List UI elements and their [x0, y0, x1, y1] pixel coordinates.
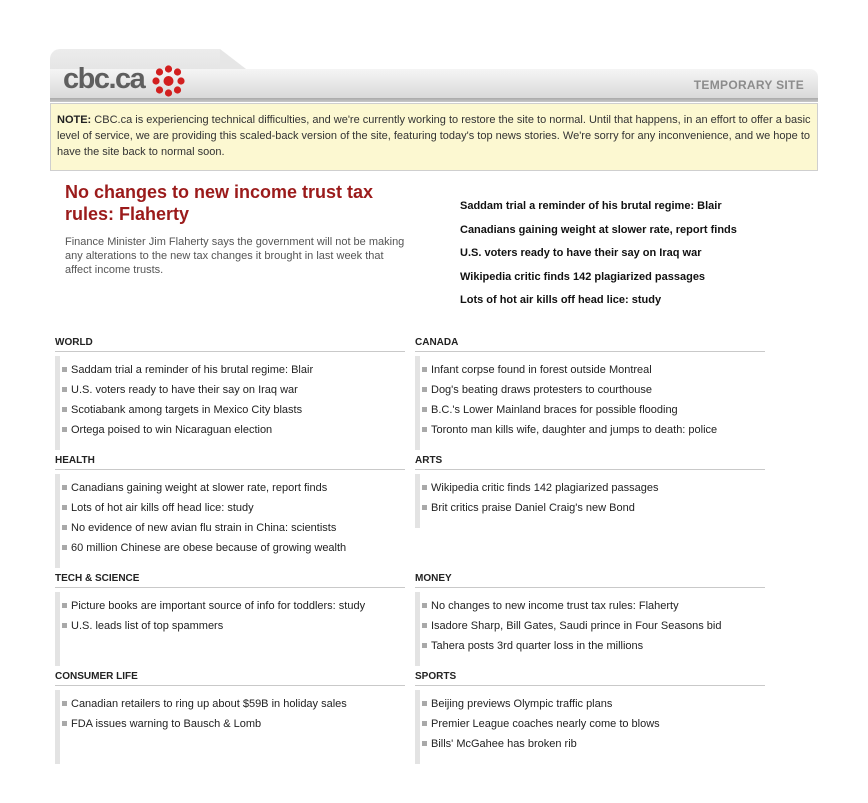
cbc-gem-icon[interactable]: [150, 65, 187, 97]
top-story-link[interactable]: U.S. voters ready to have their say on Iraq war: [460, 247, 702, 259]
story-link[interactable]: B.C.'s Lower Mainland braces for possible flooding: [431, 404, 678, 416]
bullet-icon: [62, 505, 67, 510]
section-sports: [415, 671, 765, 764]
lead-headline[interactable]: No changes to new income trust tax rules: Flaherty: [65, 182, 374, 224]
list-item[interactable]: [420, 620, 765, 640]
section-canada: [415, 337, 765, 450]
section-tech-science: [55, 573, 405, 666]
list-item[interactable]: [420, 698, 765, 718]
section-title: CANADA: [415, 337, 765, 352]
top-story-link[interactable]: Lots of hot air kills off head lice: study: [460, 294, 662, 306]
section-body: [55, 592, 405, 666]
story-link[interactable]: Tahera posts 3rd quarter loss in the millions: [431, 640, 644, 652]
section-title: TECH & SCIENCE: [55, 573, 405, 588]
section-title: MONEY: [415, 573, 765, 588]
list-item[interactable]: [60, 424, 405, 444]
bullet-icon: [62, 387, 67, 392]
section-body: [55, 690, 405, 764]
notice-box: [50, 103, 818, 171]
list-item[interactable]: [60, 364, 405, 384]
story-link[interactable]: Picture books are important source of info for toddlers: study: [71, 600, 366, 612]
story-link[interactable]: Bills' McGahee has broken rib: [431, 738, 577, 750]
list-item[interactable]: [60, 620, 405, 640]
section-consumer-life: [55, 671, 405, 764]
list-item[interactable]: [60, 384, 405, 404]
list-item[interactable]: [60, 542, 405, 562]
story-link[interactable]: Scotiabank among targets in Mexico City blasts: [71, 404, 303, 416]
list-item[interactable]: [420, 640, 765, 660]
section-body: [415, 690, 765, 764]
section-title: ARTS: [415, 455, 765, 470]
story-link[interactable]: 60 million Chinese are obese because of growing wealth: [71, 542, 347, 554]
story-link[interactable]: Ortega poised to win Nicaraguan election: [71, 424, 273, 436]
list-item[interactable]: [60, 502, 405, 522]
story-link[interactable]: No evidence of new avian flu strain in China: scientists: [71, 522, 337, 534]
story-link[interactable]: Lots of hot air kills off head lice: study: [71, 502, 254, 514]
story-link[interactable]: Wikipedia critic finds 142 plagiarized passages: [431, 482, 659, 494]
list-item[interactable]: [420, 424, 765, 444]
story-link[interactable]: Brit critics praise Daniel Craig's new Bond: [431, 502, 635, 514]
story-link[interactable]: FDA issues warning to Bausch & Lomb: [71, 718, 262, 730]
story-link[interactable]: Toronto man kills wife, daughter and jumps to death: police: [431, 424, 718, 436]
list-item[interactable]: [60, 698, 405, 718]
bullet-icon: [62, 485, 67, 490]
story-link[interactable]: U.S. voters ready to have their say on Iraq war: [71, 384, 298, 396]
bullet-icon: [422, 367, 427, 372]
list-item[interactable]: [60, 718, 405, 738]
story-link[interactable]: Saddam trial a reminder of his brutal regime: Blair: [71, 364, 314, 376]
section-arts: [415, 455, 765, 528]
section-money: [415, 573, 765, 666]
bullet-icon: [422, 721, 427, 726]
list-item[interactable]: [60, 522, 405, 542]
story-link[interactable]: Isadore Sharp, Bill Gates, Saudi prince in Four Seasons bid: [431, 620, 722, 632]
top-story-link[interactable]: Wikipedia critic finds 142 plagiarized passages: [460, 270, 706, 283]
section-title: CONSUMER LIFE: [55, 671, 405, 686]
section-body: [55, 474, 405, 568]
bullet-icon: [422, 643, 427, 648]
bullet-icon: [62, 603, 67, 608]
list-item[interactable]: [420, 600, 765, 620]
section-title: WORLD: [55, 337, 405, 352]
section-health: [55, 455, 405, 568]
header-divider: [50, 98, 818, 102]
story-link[interactable]: Premier League coaches nearly come to blows: [431, 718, 660, 730]
bullet-icon: [422, 741, 427, 746]
story-link[interactable]: Canadians gaining weight at slower rate, report finds: [71, 482, 328, 494]
list-item[interactable]: [420, 718, 765, 738]
bullet-icon: [62, 427, 67, 432]
bullet-icon: [62, 701, 67, 706]
list-item[interactable]: [60, 404, 405, 424]
bullet-icon: [422, 427, 427, 432]
top-stories-list: [460, 198, 820, 316]
section-body: [415, 356, 765, 450]
bullet-icon: [422, 407, 427, 412]
section-body: [415, 592, 765, 666]
bullet-icon: [62, 545, 67, 550]
bullet-icon: [422, 485, 427, 490]
list-item[interactable]: [420, 482, 765, 502]
bullet-icon: [422, 701, 427, 706]
bullet-icon: [62, 721, 67, 726]
bullet-icon: [62, 407, 67, 412]
top-story-link[interactable]: Saddam trial a reminder of his brutal regime: Blair: [460, 200, 722, 212]
notice-text: CBC.ca is experiencing technical difficulties, and we're currently working to restore the site to normal. Until that happens, in an effort to offer a basic level of service, we are providing this scaled-back version of the site, featuring today's top news stories. We're sorry for any inconvenience, and we hope to have the site back to normal soon.: [57, 114, 811, 158]
section-title: SPORTS: [415, 671, 765, 686]
story-link[interactable]: Canadian retailers to ring up about $59B in holiday sales: [71, 698, 347, 710]
section-title: HEALTH: [55, 455, 405, 470]
section-body: [415, 474, 765, 528]
list-item[interactable]: [60, 600, 405, 620]
bullet-icon: [422, 387, 427, 392]
site-logo[interactable]: cbc.ca: [63, 63, 145, 95]
story-link[interactable]: No changes to new income trust tax rules: Flaherty: [431, 600, 679, 612]
story-link[interactable]: Dog's beating draws protesters to courthouse: [431, 384, 652, 396]
bullet-icon: [62, 525, 67, 530]
story-link[interactable]: U.S. leads list of top spammers: [71, 620, 224, 632]
bullet-icon: [62, 623, 67, 628]
list-item[interactable]: [60, 482, 405, 502]
list-item[interactable]: [420, 738, 765, 758]
top-story-link[interactable]: Canadians gaining weight at slower rate, report finds: [460, 223, 737, 236]
bullet-icon: [422, 505, 427, 510]
bullet-icon: [62, 367, 67, 372]
section-world: [55, 337, 405, 450]
bullet-icon: [422, 623, 427, 628]
story-link[interactable]: Beijing previews Olympic traffic plans: [431, 698, 613, 710]
lead-summary: Finance Minister Jim Flaherty says the government will not be making any alterations to the new tax changes it brought in last week that affect income trusts.: [65, 236, 405, 276]
temporary-site-label: TEMPORARY SITE: [693, 78, 804, 92]
list-item[interactable]: [420, 364, 765, 384]
section-body: [55, 356, 405, 450]
notice-label: NOTE:: [57, 114, 92, 126]
story-link[interactable]: Infant corpse found in forest outside Montreal: [431, 364, 652, 376]
list-item[interactable]: [420, 384, 765, 404]
list-item[interactable]: [420, 502, 765, 522]
bullet-icon: [422, 603, 427, 608]
list-item[interactable]: [420, 404, 765, 424]
site-header: [50, 49, 818, 102]
